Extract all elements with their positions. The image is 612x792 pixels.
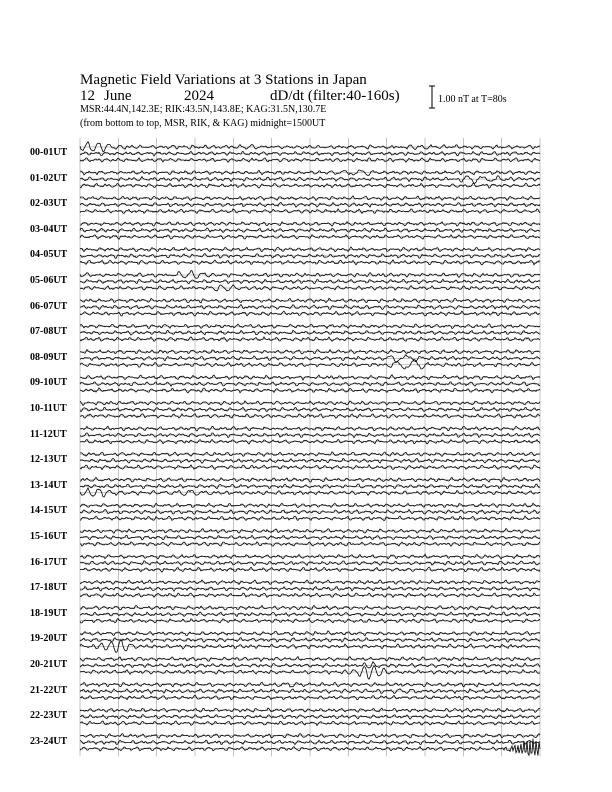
scale-label: 1.00 nT at T=80s: [438, 94, 507, 105]
hour-label: 14-15UT: [30, 505, 68, 517]
hour-label: 04-05UT: [30, 249, 68, 261]
hour-label: 23-24UT: [30, 735, 68, 747]
hour-label: 11-12UT: [30, 428, 67, 440]
hour-label: 05-06UT: [30, 275, 68, 286]
hour-label: 19-20UT: [30, 633, 68, 645]
hour-label: 08-09UT: [30, 351, 68, 363]
hour-label: 18-19UT: [30, 607, 68, 619]
order-note: (from bottom to top, MSR, RIK, & KAG) midnight=1500UT: [80, 118, 326, 129]
hour-label: 15-16UT: [30, 531, 68, 542]
stations-line: MSR:44.4N,142.3E; RIK:43.5N,143.8E; KAG:31.5N,130.7E: [80, 104, 327, 115]
chart-title: Magnetic Field Variations at 3 Stations in Japan: [80, 72, 367, 88]
date-day: 12: [80, 88, 95, 104]
hour-label: 16-17UT: [30, 556, 68, 568]
hour-label: 01-02UT: [30, 172, 68, 184]
hour-label: 13-14UT: [30, 479, 68, 491]
hour-label: 17-18UT: [30, 582, 68, 594]
hour-label: 22-23UT: [30, 710, 68, 722]
hour-label: 06-07UT: [30, 300, 68, 312]
quantity-label: dD/dt (filter:40-160s): [270, 88, 400, 104]
date-month: June: [104, 88, 132, 104]
date-year: 2024: [184, 88, 214, 104]
hour-label: 02-03UT: [30, 198, 68, 210]
hour-label: 07-08UT: [30, 326, 68, 338]
hour-label: 09-10UT: [30, 377, 68, 389]
hour-label: 10-11UT: [30, 403, 67, 414]
hour-label: 00-01UT: [30, 147, 68, 158]
hour-label: 03-04UT: [30, 223, 68, 235]
hour-label: 21-22UT: [30, 684, 68, 696]
hour-label: 12-13UT: [30, 454, 68, 466]
hour-label: 20-21UT: [30, 659, 68, 670]
